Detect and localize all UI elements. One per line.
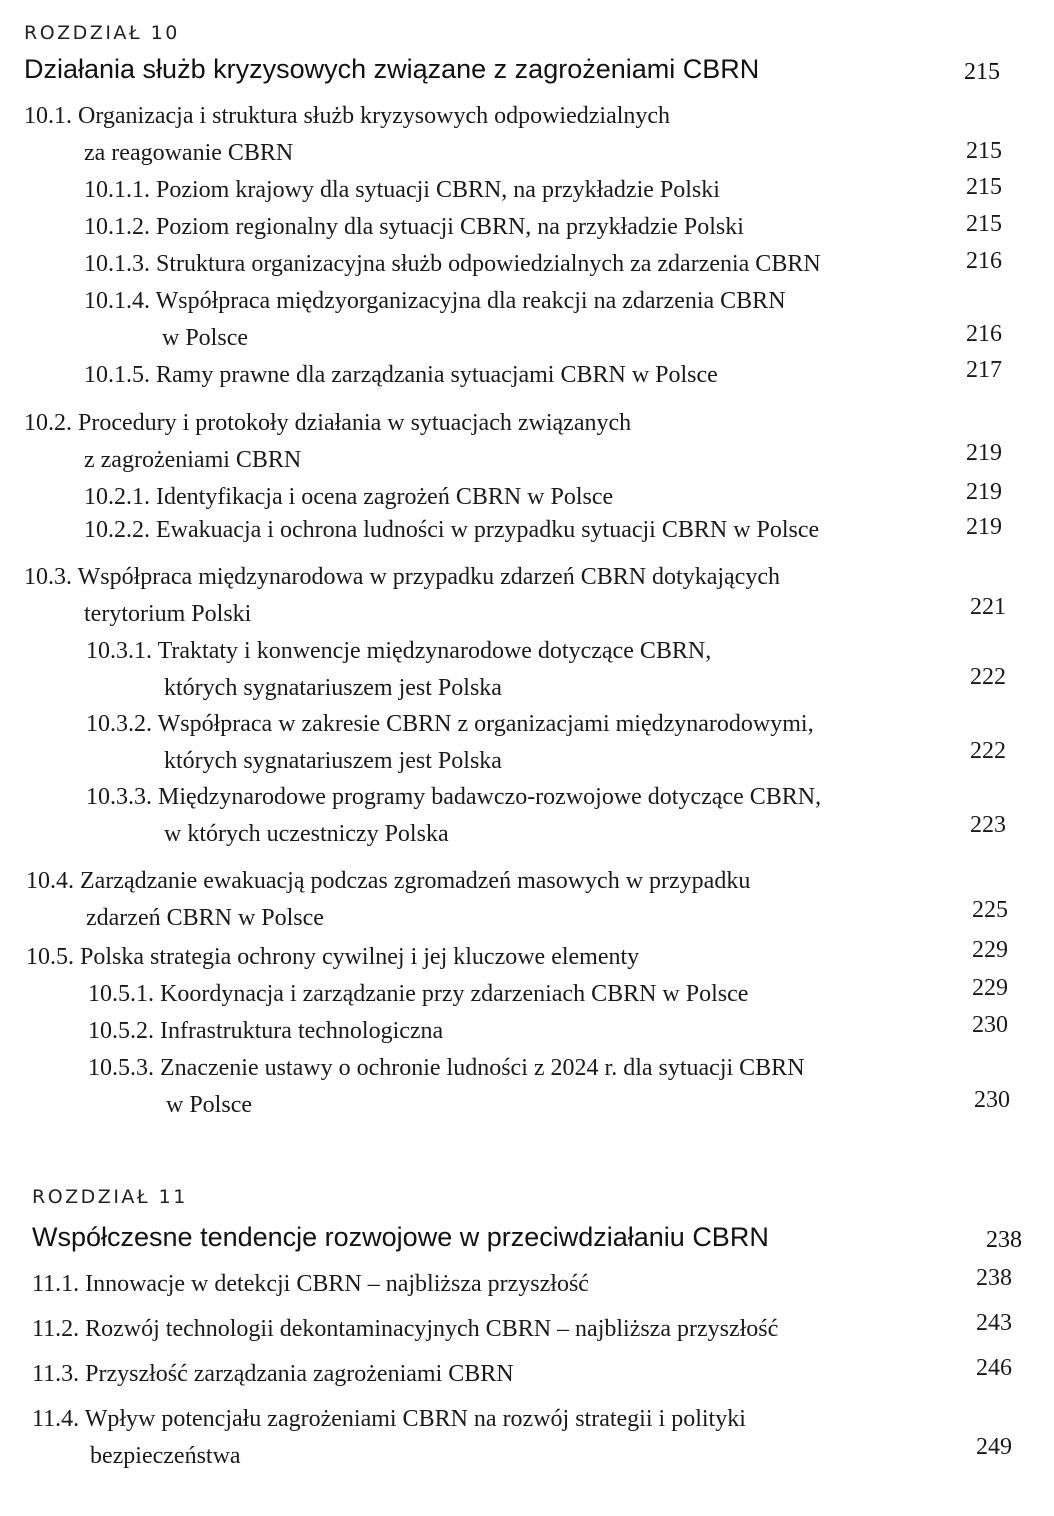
toc-entry-10-1-1[interactable] bbox=[0, 172, 1054, 209]
toc-entry-10-1[interactable] bbox=[0, 98, 1054, 172]
toc-entry-10-1-2[interactable] bbox=[0, 209, 1054, 246]
toc-entry-10-3-3[interactable] bbox=[0, 779, 1054, 853]
entry-title: Poziom regionalny dla sytuacji CBRN, na przykładzie Polski bbox=[156, 214, 744, 240]
entry-page-number: 222 bbox=[970, 738, 1006, 764]
entry-page-number: 219 bbox=[966, 440, 1002, 466]
entry-number: 10.1.5. bbox=[84, 362, 150, 388]
entry-title-cont: za reagowanie CBRN bbox=[84, 140, 294, 166]
entry-number: 11.3. bbox=[32, 1361, 80, 1387]
entry-page-number: 216 bbox=[966, 321, 1002, 347]
entry-title-cont: których sygnatariuszem jest Polska bbox=[164, 675, 502, 701]
chapter-page-number: 215 bbox=[964, 59, 1000, 85]
entry-page-number: 219 bbox=[966, 514, 1002, 540]
entry-number: 10.1.1. bbox=[84, 177, 150, 203]
entry-title: Struktura organizacyjna służb odpowiedzialnych za zdarzenia CBRN bbox=[156, 251, 821, 277]
toc-entry-10-4[interactable] bbox=[0, 863, 1054, 937]
entry-page-number: 225 bbox=[972, 897, 1008, 923]
toc-entry-10-2-1[interactable] bbox=[0, 479, 1054, 512]
toc-entry-11-4[interactable] bbox=[0, 1401, 1054, 1475]
entry-page-number: 221 bbox=[970, 594, 1006, 620]
entry-page-number: 230 bbox=[974, 1087, 1010, 1113]
entry-title-cont: z zagrożeniami CBRN bbox=[84, 447, 302, 473]
entry-title-cont: zdarzeń CBRN w Polsce bbox=[86, 905, 324, 931]
toc-entry-10-3[interactable] bbox=[0, 559, 1054, 633]
toc-entry-10-5-2[interactable] bbox=[0, 1013, 1054, 1050]
entry-number: 10.5.2. bbox=[88, 1018, 154, 1044]
entry-page-number: 229 bbox=[972, 975, 1008, 1001]
entry-page-number: 246 bbox=[976, 1355, 1012, 1381]
entry-number: 10.4. bbox=[26, 868, 74, 894]
entry-title-cont: których sygnatariuszem jest Polska bbox=[164, 748, 502, 774]
entry-number: 10.3.3. bbox=[86, 784, 152, 810]
entry-page-number: 230 bbox=[972, 1012, 1008, 1038]
entry-title: Zarządzanie ewakuacją podczas zgromadzeń masowych w przypadku bbox=[80, 868, 751, 894]
toc-entry-10-3-2[interactable] bbox=[0, 706, 1054, 779]
entry-page-number: 223 bbox=[970, 812, 1006, 838]
entry-title-cont: bezpieczeństwa bbox=[90, 1443, 241, 1469]
entry-page-number: 249 bbox=[976, 1434, 1012, 1460]
entry-title: Rozwój technologii dekontaminacyjnych CBRN – najbliższa przyszłość bbox=[85, 1316, 779, 1342]
chapter-10-entries bbox=[0, 98, 1054, 1124]
entry-title: Wpływ potencjału zagrożeniami CBRN na rozwój strategii i polityki bbox=[84, 1406, 746, 1432]
toc-entry-10-2[interactable] bbox=[0, 405, 1054, 479]
chapter-page-number: 238 bbox=[986, 1227, 1022, 1253]
entry-number: 10.1. bbox=[24, 103, 72, 129]
entry-title: Innowacje w detekcji CBRN – najbliższa przyszłość bbox=[85, 1271, 589, 1297]
chapter-title-text: Działania służb kryzysowych związane z zagrożeniami CBRN bbox=[24, 54, 760, 84]
chapter-title[interactable] bbox=[24, 54, 1024, 85]
entry-title: Organizacja i struktura służb kryzysowych odpowiedzialnych bbox=[78, 103, 671, 129]
entry-title: Znaczenie ustawy o ochronie ludności z 2024 r. dla sytuacji CBRN bbox=[160, 1055, 805, 1081]
entry-number: 10.3. bbox=[24, 564, 72, 590]
entry-title: Współpraca międzyorganizacyjna dla reakcji na zdarzenia CBRN bbox=[155, 288, 786, 314]
chapter-label: ROZDZIAŁ 10 bbox=[24, 22, 180, 44]
toc-entry-10-1-3[interactable] bbox=[0, 246, 1054, 283]
entry-number: 10.1.4. bbox=[84, 288, 150, 314]
entry-page-number: 215 bbox=[966, 138, 1002, 164]
entry-title: Przyszłość zarządzania zagrożeniami CBRN bbox=[85, 1361, 514, 1387]
entry-number: 10.5.3. bbox=[88, 1055, 154, 1081]
entry-title-cont: terytorium Polski bbox=[84, 601, 252, 627]
toc-entry-10-5[interactable] bbox=[0, 939, 1054, 976]
entry-page-number: 222 bbox=[970, 664, 1006, 690]
entry-title: Polska strategia ochrony cywilnej i jej kluczowe elementy bbox=[80, 944, 640, 970]
entry-title-cont: w Polsce bbox=[162, 325, 248, 351]
toc-entry-10-1-4[interactable] bbox=[0, 283, 1054, 357]
entry-title-cont: w których uczestniczy Polska bbox=[164, 821, 449, 847]
entry-number: 10.3.2. bbox=[86, 711, 152, 737]
entry-number: 10.5.1. bbox=[88, 981, 154, 1007]
entry-page-number: 217 bbox=[966, 357, 1002, 383]
chapter-title-text: Współczesne tendencje rozwojowe w przeciwdziałaniu CBRN bbox=[32, 1222, 769, 1252]
entry-number: 10.1.3. bbox=[84, 251, 150, 277]
toc-entry-10-2-2[interactable] bbox=[0, 512, 1054, 549]
entry-title: Procedury i protokoły działania w sytuacjach związanych bbox=[78, 410, 632, 436]
toc-entry-10-5-3[interactable] bbox=[0, 1050, 1054, 1124]
entry-number: 10.2.1. bbox=[84, 484, 150, 510]
entry-page-number: 243 bbox=[976, 1310, 1012, 1336]
toc-entry-10-3-1[interactable] bbox=[0, 633, 1054, 706]
entry-number: 11.1. bbox=[32, 1271, 80, 1297]
entry-number: 10.2. bbox=[24, 410, 72, 436]
entry-title: Współpraca międzynarodowa w przypadku zdarzeń CBRN dotykających bbox=[77, 564, 780, 590]
entry-title: Współpraca w zakresie CBRN z organizacjami międzynarodowymi, bbox=[157, 711, 814, 737]
entry-number: 10.1.2. bbox=[84, 214, 150, 240]
entry-title-cont: w Polsce bbox=[166, 1092, 252, 1118]
toc-entry-11-3[interactable] bbox=[0, 1356, 1054, 1401]
entry-title: Identyfikacja i ocena zagrożeń CBRN w Polsce bbox=[156, 484, 614, 510]
entry-title: Koordynacja i zarządzanie przy zdarzeniach CBRN w Polsce bbox=[160, 981, 749, 1007]
entry-number: 10.2.2. bbox=[84, 517, 150, 543]
entry-number: 11.2. bbox=[32, 1316, 80, 1342]
toc-entry-10-5-1[interactable] bbox=[0, 976, 1054, 1013]
entry-title: Ewakuacja i ochrona ludności w przypadku sytuacji CBRN w Polsce bbox=[156, 517, 820, 543]
entry-page-number: 215 bbox=[966, 174, 1002, 200]
chapter-title[interactable] bbox=[32, 1222, 1022, 1253]
entry-number: 11.4. bbox=[32, 1406, 80, 1432]
entry-page-number: 216 bbox=[966, 248, 1002, 274]
entry-page-number: 215 bbox=[966, 211, 1002, 237]
toc-entry-10-1-5[interactable] bbox=[0, 357, 1054, 394]
entry-title: Międzynarodowe programy badawczo-rozwojowe dotyczące CBRN, bbox=[158, 784, 822, 810]
entry-title: Ramy prawne dla zarządzania sytuacjami CBRN w Polsce bbox=[156, 362, 718, 388]
toc-entry-11-1[interactable] bbox=[0, 1266, 1054, 1311]
entry-title: Poziom krajowy dla sytuacji CBRN, na przykładzie Polski bbox=[156, 177, 720, 203]
entry-number: 10.3.1. bbox=[86, 638, 152, 664]
toc-entry-11-2[interactable] bbox=[0, 1311, 1054, 1356]
chapter-label: ROZDZIAŁ 11 bbox=[32, 1186, 188, 1208]
entry-page-number: 229 bbox=[972, 937, 1008, 963]
entry-page-number: 238 bbox=[976, 1265, 1012, 1291]
entry-page-number: 219 bbox=[966, 479, 1002, 505]
chapter-11-entries bbox=[0, 1266, 1054, 1475]
entry-number: 10.5. bbox=[26, 944, 74, 970]
entry-title: Traktaty i konwencje międzynarodowe dotyczące CBRN, bbox=[157, 638, 712, 664]
entry-title: Infrastruktura technologiczna bbox=[160, 1018, 444, 1044]
